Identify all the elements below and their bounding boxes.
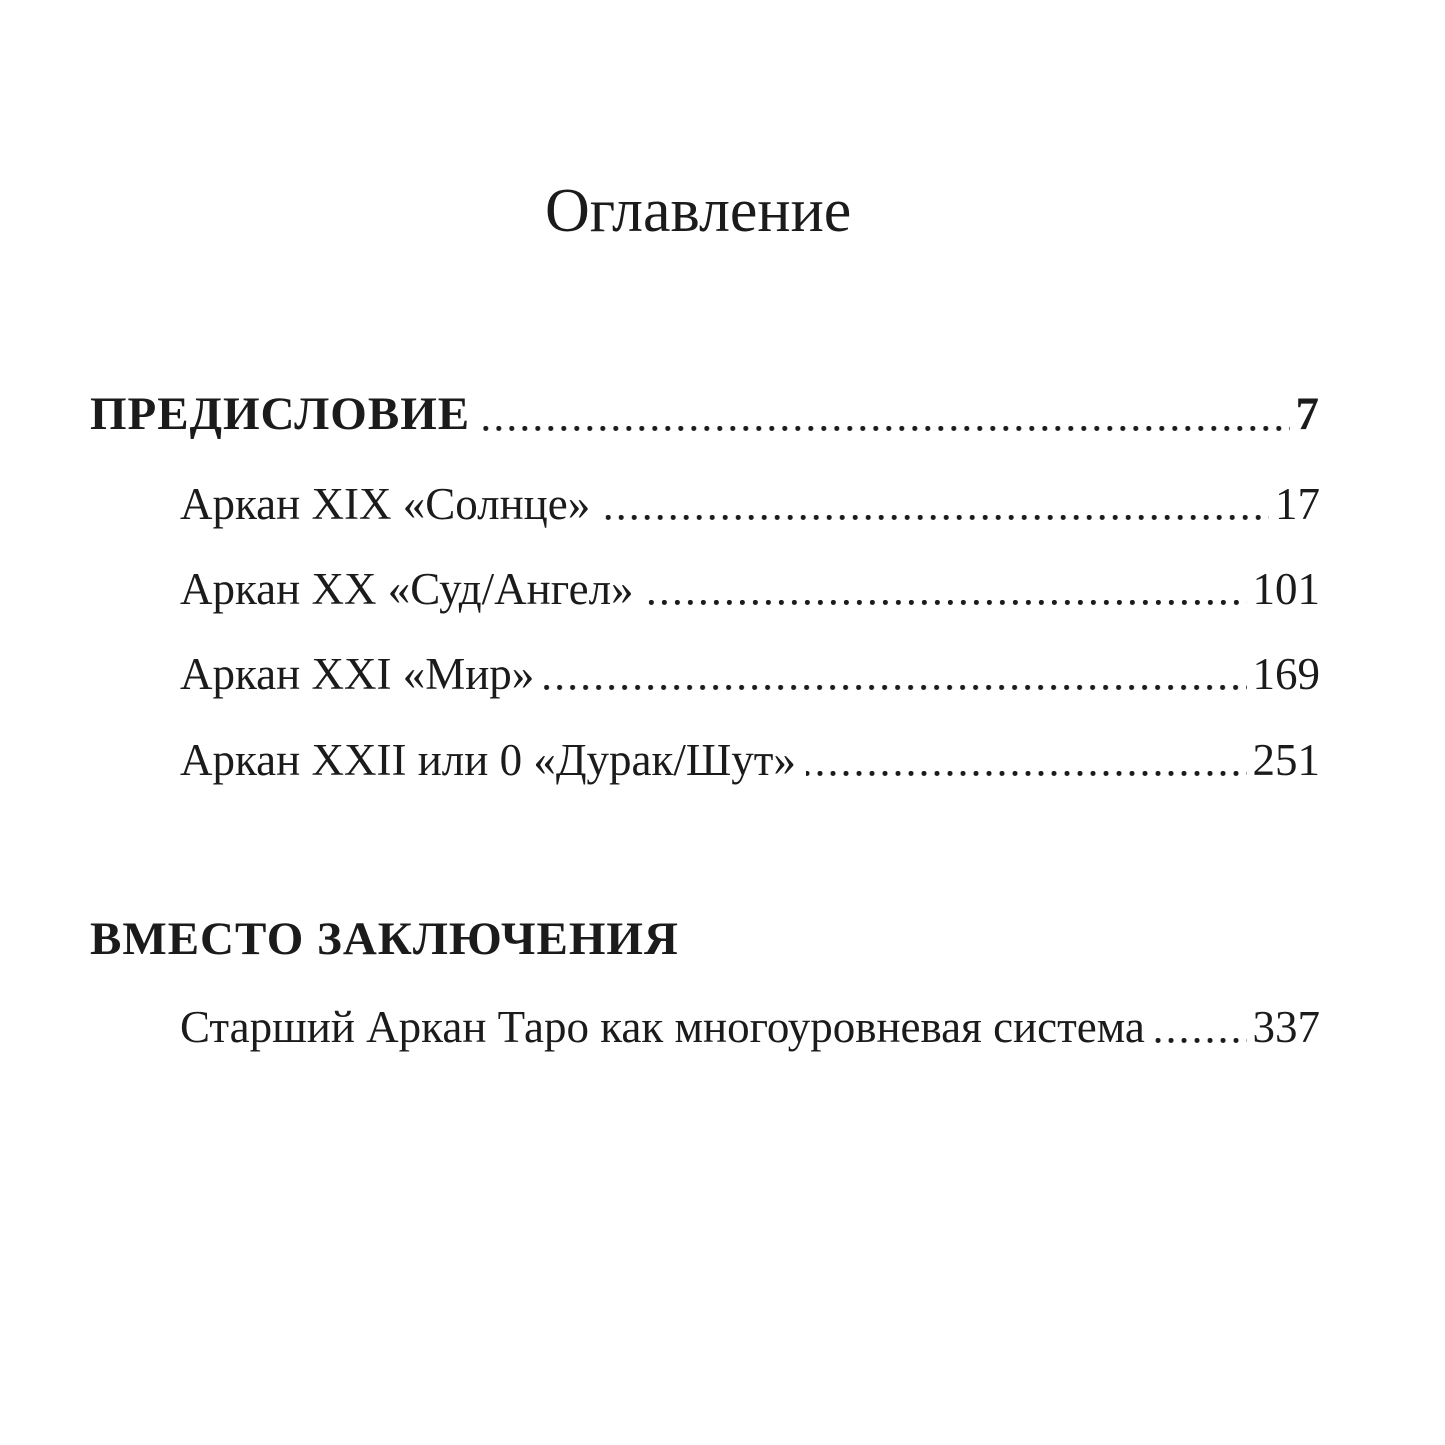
toc-row-arcana-xix (90, 479, 1320, 529)
dot-leader (1145, 1005, 1253, 1050)
entry-label: Старший Аркан Таро как многоуровневая система (180, 1002, 1145, 1052)
toc-row-final-entry (90, 1002, 1320, 1052)
entry-label: Аркан XX «Суд/Ангел» (180, 564, 634, 614)
dot-leader (634, 567, 1253, 612)
section-heading: ПРЕДИСЛОВИЕ (90, 388, 471, 440)
toc-row-arcana-xx (90, 564, 1320, 614)
toc-row-preface (90, 388, 1320, 440)
page-number: 251 (1252, 735, 1320, 785)
section-heading: ВМЕСТО ЗАКЛЮЧЕНИЯ (90, 913, 679, 965)
toc-row-arcana-xxi (90, 649, 1320, 699)
toc-row-arcana-xxii (90, 735, 1320, 785)
entry-label: Аркан XXI «Мир» (180, 649, 535, 699)
page-number: 169 (1252, 649, 1320, 699)
dot-leader (534, 652, 1252, 697)
entry-label: Аркан XIX «Солнце» (180, 479, 591, 529)
page-title: Оглавление (545, 177, 852, 245)
dot-leader (796, 738, 1253, 783)
page-number: 337 (1252, 1002, 1320, 1052)
page-number: 7 (1295, 388, 1320, 440)
page-number: 17 (1275, 479, 1320, 529)
toc-row-epilogue-heading (90, 913, 1320, 965)
page-number: 101 (1252, 564, 1320, 614)
dot-leader (590, 482, 1275, 527)
dot-leader (470, 391, 1295, 438)
entry-label: Аркан XXII или 0 «Дурак/Шут» (180, 735, 796, 785)
